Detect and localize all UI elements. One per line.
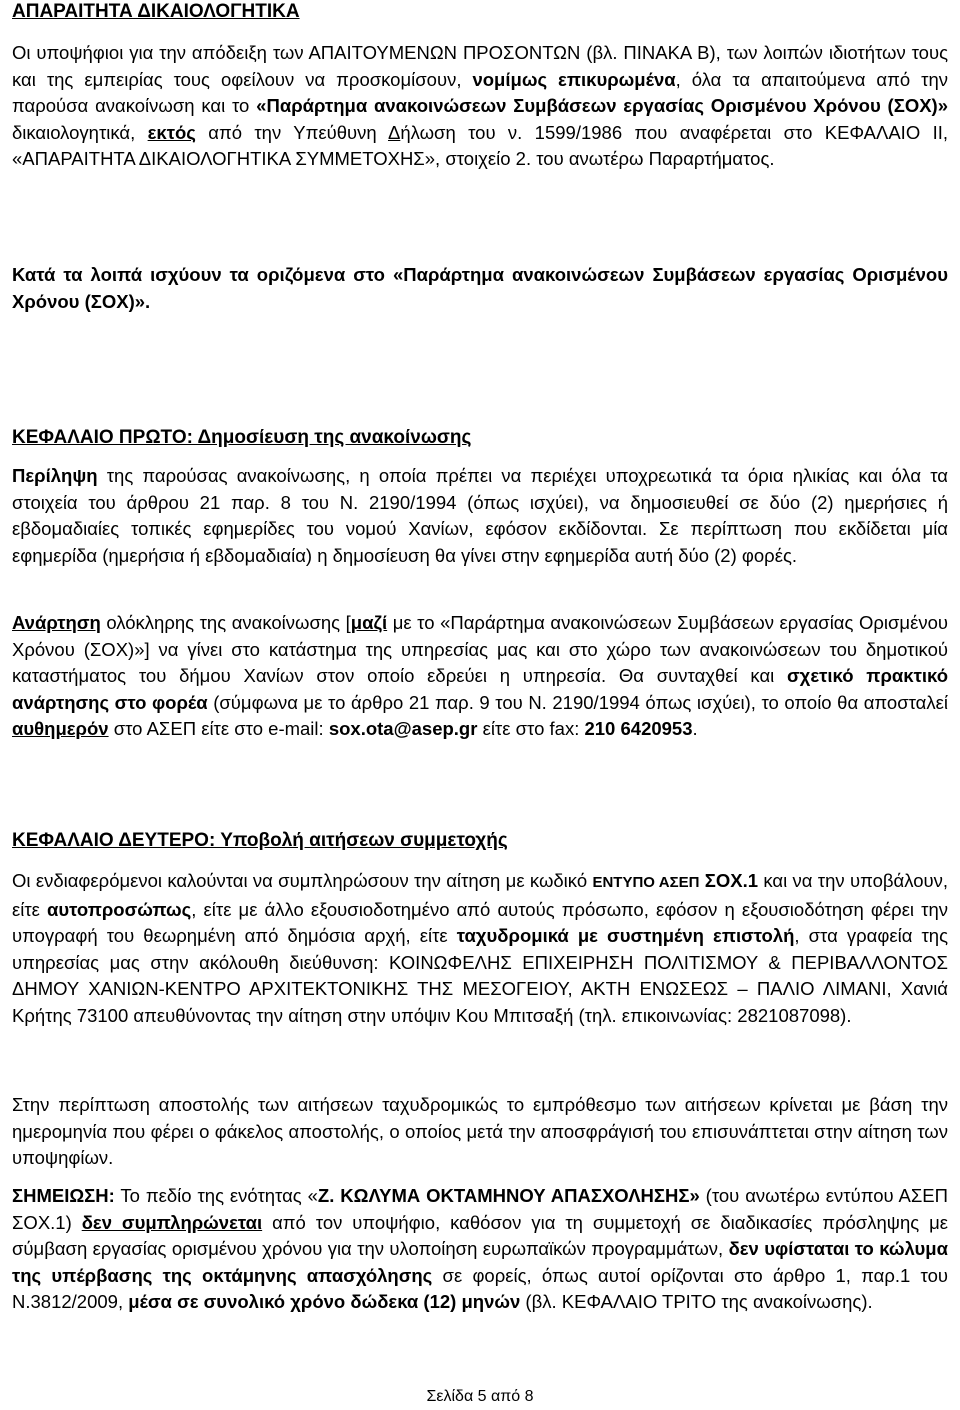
intro-bold-underline-1: εκτός bbox=[147, 121, 196, 143]
ch2-p1-text-3: , είτε με άλλο εξουσιοδοτημένο από αυτούς πρόσωπο, εφόσον η εξουσιοδότηση φέρει την υπογραφή του θεωρημένη από δημόσια αρχή, είτε bbox=[12, 898, 948, 946]
page-number-footer: Σελίδα 5 από 8 bbox=[426, 1388, 534, 1405]
intro-paragraph bbox=[12, 40, 948, 173]
ch2-p3-bold-underline-1: δεν συμπληρώνεται bbox=[81, 1211, 263, 1233]
fax-number: 210 6420953 bbox=[584, 718, 693, 739]
intro-text-2: , όλα τα απαιτούμενα από την παρούσα ανακοίνωση και το bbox=[12, 68, 948, 116]
email-address: sox.ota@asep.gr bbox=[328, 718, 478, 739]
ch1-p1-text-1: της παρούσας ανακοίνωσης, η οποία πρέπει να περιέχει υποχρεωτικά τα όρια ηλικίας και όλα τα στοιχεία του άρθρου 21 παρ. 8 του Ν. 2190/1994 (όπως ισχύει), να δημοσιευθεί σε δύο (2) ημερήσιες ή εβδομαδιαίες τοπικές εφημερίδες του νομού Χανίων, εφόσον εκδίδονται. Σε περίπτωση που εκδίδεται μία εφημερίδα (ημερήσια ή εβδομαδιαία) η δημοσίευση θα γίνει στην εφημερίδα αυτή δύο (2) φορές. bbox=[12, 465, 948, 566]
chapter1-heading: ΚΕΦΑΛΑΙΟ ΠΡΩΤΟ: Δημοσίευση της ανακοίνωσης bbox=[12, 427, 472, 448]
ch2-p1-bold-3: αυτοπροσώπως bbox=[47, 898, 192, 920]
ch1-p2-text-4: στο ΑΣΕΠ είτε στο e-mail: bbox=[108, 718, 329, 739]
ch1-p2-bold-underline-3: αυθημερόν bbox=[12, 718, 109, 739]
ch2-p1-bold-4: ταχυδρομικά με συστημένη επιστολή bbox=[456, 925, 795, 946]
ch2-p3-text-3: από τον υποψήφιο, καθόσον για τη συμμετοχή σε διαδικασίες πρόσληψης με σύμβαση εργασίας ορισμένου χρόνου για την υλοποίηση ευρωπαϊκών προγραμμάτων, bbox=[12, 1211, 948, 1259]
ch2-p3-bold-4: μέσα σε συνολικό χρόνο δώδεκα (12) μηνών bbox=[128, 1291, 521, 1312]
ch2-p3-note-label: ΣΗΜΕΙΩΣΗ: bbox=[12, 1185, 115, 1206]
ch2-p1-text-4: , στα γραφεία της υπηρεσίας μας στην ακόλουθη διεύθυνση: bbox=[12, 925, 949, 973]
ch1-p1-bold-1: Περίληψη bbox=[12, 465, 98, 486]
ch2-p3-text-5: (βλ. ΚΕΦΑΛΑΙΟ ΤΡΙΤΟ της ανακοίνωσης). bbox=[520, 1291, 873, 1312]
page-title: ΑΠΑΡΑΙΤΗΤΑ ΔΙΚΑΙΟΛΟΓΗΤΙΚΑ bbox=[12, 1, 300, 22]
ch2-p3-text-4: σε φορείς, όπως αυτοί ορίζονται στο άρθρο 1, παρ.1 του Ν.3812/2009, bbox=[12, 1264, 948, 1312]
intro-text-5: ήλωση του ν. 1599/1986 που αναφέρεται στο ΚΕΦΑΛΑΙΟ ΙΙ, «ΑΠΑΡΑΙΤΗΤΑ ΔΙΚΑΙΟΛΟΓΗΤΙΚΑ ΣΥΜΜΕΤΟΧΗΣ», στοιχείο 2. του ανωτέρω Παραρτήματος. bbox=[12, 121, 948, 169]
chapter1-paragraph-2 bbox=[12, 610, 948, 743]
intro-bold-2: «Παράρτημα ανακοινώσεων Συμβάσεων εργασίας Ορισμένου Χρόνου (ΣΟΧ)» bbox=[256, 95, 948, 116]
ch1-p2-text-2: με το «Παράρτημα ανακοινώσεων Συμβάσεων εργασίας Ορισμένου Χρόνου (ΣΟΧ)»] να γίνει στο κατάστημα της υπηρεσίας μας και στο χώρο των ανακοινώσεων του δημοτικού καταστήματος του δήμου Χανίων στον οποίο εδρεύει η υπηρεσία. Θα συνταχθεί και bbox=[12, 612, 948, 686]
ch2-p1-text-2: και να την υποβάλουν, είτε bbox=[12, 870, 948, 920]
chapter2-paragraph-3 bbox=[12, 1183, 948, 1316]
chapter2-paragraph-1 bbox=[12, 868, 948, 1029]
intro-text-3: δικαιολογητικά, bbox=[12, 121, 148, 143]
chapter2-heading: ΚΕΦΑΛΑΙΟ ΔΕΥΤΕΡΟ: Υποβολή αιτήσεων συμμετοχής bbox=[12, 830, 508, 851]
chapter2-paragraph-2: Στην περίπτωση αποστολής των αιτήσεων ταχυδρομικώς το εμπρόθεσμο των αιτήσεων κρίνεται με βάση την ημερομηνία που φέρει ο φάκελος αποστολής, ο οποίος μετά την αποσφράγισή του επισυνάπτεται στην αίτηση των υποψηφίων. bbox=[12, 1094, 948, 1168]
ch1-p2-text-3: (σύμφωνα με το άρθρο 21 παρ. 9 του Ν. 2190/1994 όπως ισχύει), το οποίο θα αποσταλεί bbox=[207, 691, 948, 713]
intro-text-4: από την Υπεύθυνη bbox=[195, 121, 388, 143]
ch1-p2-bold-underline-2: μαζί bbox=[350, 612, 388, 633]
ch1-p2-text-5: είτε στο fax: bbox=[477, 718, 585, 739]
ch2-p1-form-name: ΕΝΤΥΠΟ ΑΣΕΠ bbox=[592, 874, 700, 891]
ch2-p3-text-1: Το πεδίο της ενότητας « bbox=[114, 1185, 318, 1206]
ch1-p2-text-6: . bbox=[692, 718, 698, 739]
note-paragraph: Κατά τα λοιπά ισχύουν τα οριζόμενα στο «Παράρτημα ανακοινώσεων Συμβάσεων εργασίας Ορισμένου Χρόνου (ΣΟΧ)». bbox=[12, 264, 948, 312]
ch2-p3-bold-2: Ζ. ΚΩΛΥΜΑ ΟΚΤΑΜΗΝΟΥ ΑΠΑΣΧΟΛΗΣΗΣ» bbox=[317, 1185, 700, 1206]
chapter1-paragraph-1 bbox=[12, 463, 948, 569]
ch2-p1-form-code: ΣΟΧ.1 bbox=[704, 870, 759, 891]
ch1-p2-text-1: ολόκληρης της ανακοίνωσης [ bbox=[100, 612, 351, 633]
ch2-p1-address: ΚΟΙΝΩΦΕΛΗΣ ΕΠΙΧΕΙΡΗΣΗ ΠΟΛΙΤΙΣΜΟΥ & ΠΕΡΙΒΑΛΛΟΝΤΟΣ ΔΗΜΟΥ ΧΑΝΙΩΝ-ΚΕΝΤΡΟ ΑΡΧΙΤΕΚΤΟΝΙΚΗΣ ΤΗΣ ΜΕΣΟΓΕΙΟΥ, ΑΚΤΗ ΕΝΩΣΕΩΣ – ΠΑΛΙΟ ΛΙΜΑΝΙ, Χανιά Κρήτης 73100 απευθύνοντας την αίτηση στην υπόψιν Κου Μπιτσαξή (τηλ. επικοινωνίας: 2821087098). bbox=[12, 951, 948, 1026]
intro-bold-1: νομίμως επικυρωμένα bbox=[472, 68, 676, 90]
intro-text-1: Οι υποψήφιοι για την απόδειξη των ΑΠΑΙΤΟΥΜΕΝΩΝ ΠΡΟΣΟΝΤΩΝ (βλ. ΠΙΝΑΚΑ Β), των λοιπών ιδιοτήτων τους και της εμπειρίας τους οφείλουν να προσκομίσουν, bbox=[12, 42, 948, 90]
intro-underline-1: Δ bbox=[387, 121, 401, 143]
ch2-p3-bold-3: δεν υφίσταται το κώλυμα της υπέρβασης της οκτάμηνης απασχόλησης bbox=[12, 1238, 948, 1286]
ch1-p2-bold-1: σχετικό πρακτικό ανάρτησης στο φορέα bbox=[12, 665, 948, 713]
ch2-p1-text-1: Οι ενδιαφερόμενοι καλούνται να συμπληρώσουν την αίτηση με κωδικό bbox=[12, 870, 593, 891]
ch2-p3-text-2: (του ανωτέρω εντύπου ΑΣΕΠ ΣΟΧ.1) bbox=[12, 1185, 948, 1233]
ch1-p2-bold-underline-1: Ανάρτηση bbox=[12, 612, 101, 633]
